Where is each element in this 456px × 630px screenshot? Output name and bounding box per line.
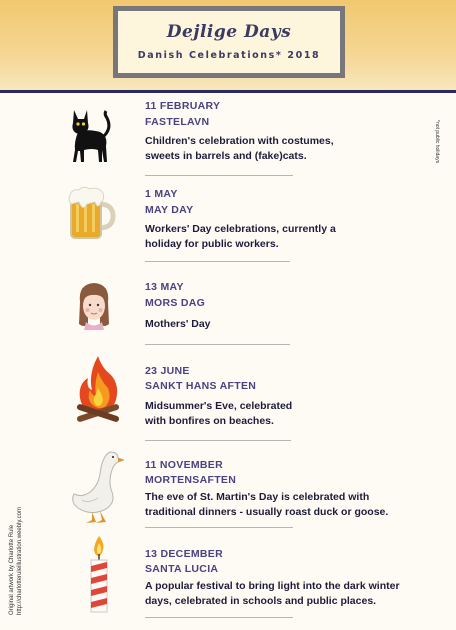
event-name: MAY DAY: [145, 204, 194, 216]
description-line: days, celebrated in schools and public places.: [145, 595, 377, 607]
bonfire-icon: [72, 354, 124, 429]
page-title: Dejlige Days: [166, 22, 292, 42]
description-line: Midsummer's Eve, celebrated: [145, 400, 293, 412]
goose-icon: [68, 448, 124, 529]
description-line: Mothers' Day: [145, 318, 211, 330]
beer-mug-icon: [65, 184, 117, 245]
event-divider: [145, 440, 291, 441]
event-date: 11 FEBRUARY: [145, 100, 221, 112]
description-line: with bonfires on beaches.: [145, 415, 274, 427]
event-date: 13 DECEMBER: [145, 548, 223, 560]
event-divider: [145, 344, 290, 345]
header-banner: [0, 0, 456, 90]
credit-author: Original artwork by Charlotte Rule: [9, 524, 15, 615]
event-divider: [145, 175, 293, 176]
description-line: Workers' Day celebrations, currently a: [145, 223, 336, 235]
event-description: [145, 134, 334, 164]
event-divider: [145, 527, 293, 528]
artwork-credit: [8, 507, 24, 615]
event-name: SANTA LUCIA: [145, 563, 219, 575]
event-date: 13 MAY: [145, 281, 184, 293]
description-line: The eve of St. Martin's Day is celebrated with: [145, 491, 370, 503]
event-description: [145, 399, 292, 429]
event-divider: [145, 617, 293, 618]
header-divider: [0, 90, 456, 93]
event-name: SANKT HANS AFTEN: [145, 380, 257, 392]
description-line: Children's celebration with costumes,: [145, 135, 334, 147]
black-cat-icon: [60, 106, 112, 169]
candle-icon: [86, 534, 112, 619]
event-description: [145, 222, 336, 252]
description-line: traditional dinners - usually roast duck or goose.: [145, 506, 389, 518]
event-date: 1 MAY: [145, 188, 178, 200]
description-line: sweets in barrels and (fake)cats.: [145, 150, 307, 162]
page-subtitle: Danish Celebrations* 2018: [137, 50, 321, 61]
title-box: [113, 6, 345, 78]
description-line: A popular festival to bring light into the dark winter: [145, 580, 400, 592]
event-divider: [145, 261, 290, 262]
event-date: 23 JUNE: [145, 365, 190, 377]
event-name: MORTENSAFTEN: [145, 474, 237, 486]
footnote-not-public-holidays: *not public holidays: [434, 120, 440, 164]
event-description: [145, 490, 388, 520]
event-name: FASTELAVN: [145, 116, 210, 128]
credit-url: http://charlotteruleillustration.weebly.com: [17, 507, 23, 615]
event-description: [145, 317, 211, 332]
event-description: [145, 579, 400, 609]
event-date: 11 NOVEMBER: [145, 459, 223, 471]
event-name: MORS DAG: [145, 297, 206, 309]
girl-face-icon: [74, 280, 114, 335]
description-line: holiday for public workers.: [145, 238, 279, 250]
